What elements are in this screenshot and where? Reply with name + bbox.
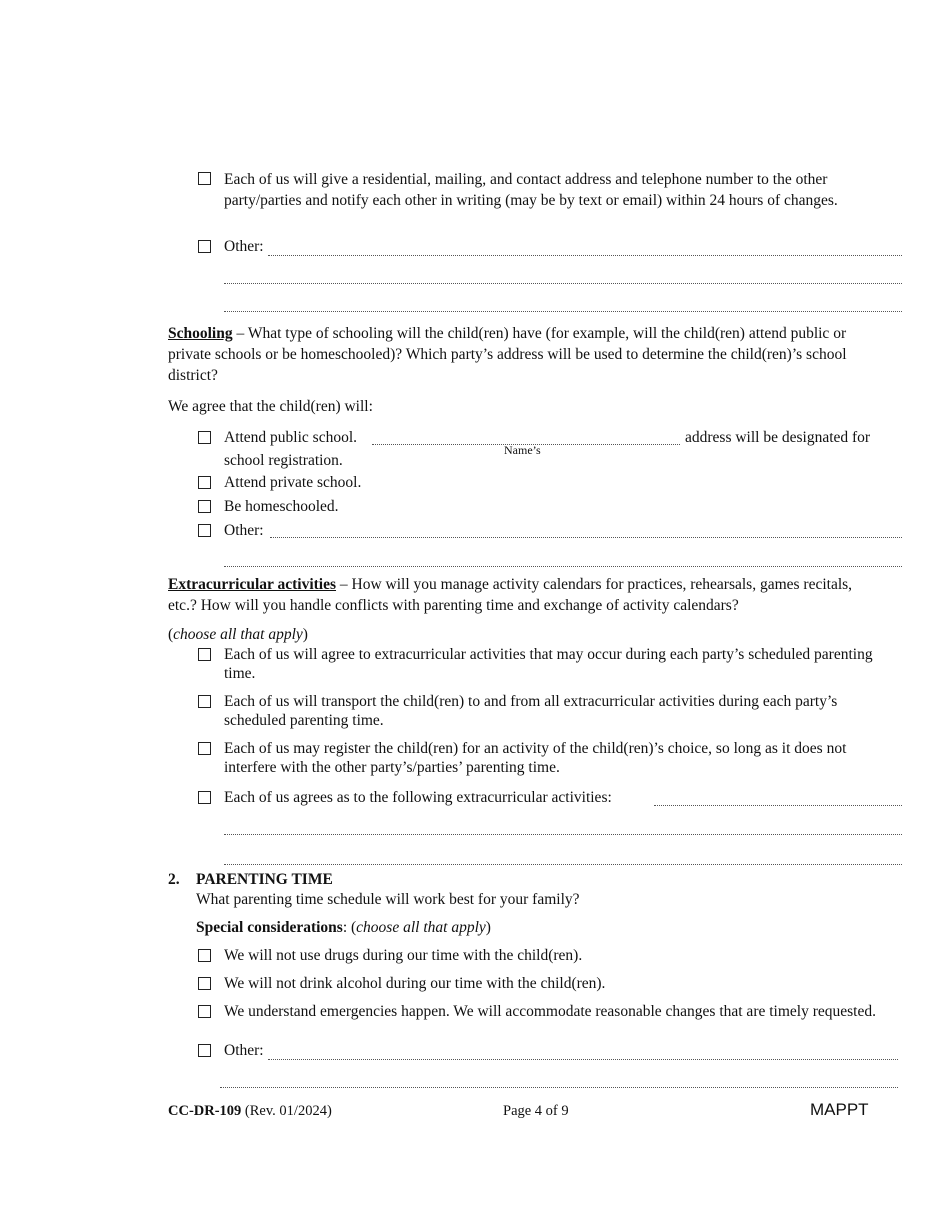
private-school-label: Attend private school.	[224, 474, 362, 491]
emergencies-label: We understand emergencies happen. We will accommodate reasonable changes that are timely requested.	[224, 1003, 876, 1020]
schooling-other-label: Other:	[224, 522, 264, 539]
form-revision: (Rev. 01/2024)	[241, 1103, 332, 1119]
extra-following-label: Each of us agrees as to the following extracurricular activities:	[224, 789, 612, 806]
extra-transport-checkbox[interactable]	[198, 695, 211, 708]
footer-tag: MAPPT	[810, 1100, 869, 1119]
extra-register-label: Each of us may register the child(ren) for an activity of the child(ren)’s choice, so long as it does not interfere with the other party’s/parties’ parenting time.	[224, 740, 847, 776]
special-considerations-label: Special considerations	[196, 919, 343, 936]
address-other-field-line-2[interactable]	[224, 283, 902, 284]
address-other-field-line-1[interactable]	[268, 255, 902, 256]
public-school-checkbox[interactable]	[198, 431, 211, 444]
homeschool-checkbox[interactable]	[198, 500, 211, 513]
extra-following-checkbox[interactable]	[198, 791, 211, 804]
footer-page-number: Page 4 of 9	[503, 1103, 569, 1119]
address-other-label: Other:	[224, 238, 264, 255]
public-school-label-cont: address will be designated for	[685, 429, 871, 446]
schooling-paragraph	[168, 323, 868, 386]
extracurricular-choose-note: (choose all that apply)	[168, 626, 308, 643]
special-choose-text: choose all that apply	[356, 919, 486, 936]
extra-following-field-line-3[interactable]	[224, 864, 902, 865]
parenting-other-label: Other:	[224, 1042, 264, 1059]
schooling-intro: – What type of schooling will the child(ren) have (for example, will the child(ren) attend public or private schools or be homeschooled)? Which party’s address will be used to determine the child(ren)’s school district?	[168, 325, 847, 384]
parenting-time-heading: PARENTING TIME	[196, 871, 333, 888]
extra-following-field-line-1[interactable]	[654, 805, 902, 806]
section-number: 2.	[168, 871, 180, 888]
contact-address-checkbox[interactable]	[198, 172, 211, 185]
form-code: CC-DR-109	[168, 1103, 242, 1119]
no-drugs-label: We will not use drugs during our time with the child(ren).	[224, 947, 583, 964]
public-school-label: Attend public school.	[224, 429, 358, 446]
parenting-other-checkbox[interactable]	[198, 1044, 211, 1057]
parenting-other-field-line-2[interactable]	[220, 1087, 898, 1088]
private-school-checkbox[interactable]	[198, 476, 211, 489]
schooling-agree-text: We agree that the child(ren) will:	[168, 398, 373, 415]
address-other-field-line-3[interactable]	[224, 311, 902, 312]
extra-register-checkbox[interactable]	[198, 742, 211, 755]
schooling-heading: Schooling	[168, 325, 233, 342]
emergencies-checkbox[interactable]	[198, 1005, 211, 1018]
extra-transport-label: Each of us will transport the child(ren) to and from all extracurricular activities during each party’s scheduled parenting time.	[224, 693, 838, 729]
schooling-other-field-line-2[interactable]	[224, 566, 902, 567]
no-alcohol-checkbox[interactable]	[198, 977, 211, 990]
extra-following-field-line-2[interactable]	[224, 834, 902, 835]
extracurricular-paragraph	[168, 574, 868, 616]
no-drugs-checkbox[interactable]	[198, 949, 211, 962]
name-caption: Name’s	[504, 443, 541, 457]
parenting-other-field-line-1[interactable]	[268, 1059, 898, 1060]
extracurricular-intro: – How will you manage activity calendars for practices, rehearsals, games recitals, etc.? How will you handle conflicts with parenting time and exchange of activity calendars?	[168, 576, 853, 614]
parenting-time-question: What parenting time schedule will work best for your family?	[196, 891, 580, 908]
contact-address-option-label: Each of us will give a residential, mailing, and contact address and telephone number to the other party/parties and notify each other in writing (may be by text or email) within 24 hours of changes.	[224, 171, 838, 209]
public-school-label-end: school registration.	[224, 452, 343, 469]
schooling-other-field-line-1[interactable]	[270, 537, 902, 538]
no-alcohol-label: We will not drink alcohol during our time with the child(ren).	[224, 975, 606, 992]
extracurricular-heading: Extracurricular activities	[168, 576, 337, 593]
extra-agree-checkbox[interactable]	[198, 648, 211, 661]
special-considerations-line: Special considerations: (choose all that apply)	[196, 919, 491, 936]
address-other-checkbox[interactable]	[198, 240, 211, 253]
choose-all-text: choose all that apply	[173, 626, 303, 643]
homeschool-label: Be homeschooled.	[224, 498, 339, 515]
schooling-other-checkbox[interactable]	[198, 524, 211, 537]
footer-form-id	[168, 1102, 332, 1121]
extra-agree-label: Each of us will agree to extracurricular activities that may occur during each party’s scheduled parenting time.	[224, 646, 873, 682]
